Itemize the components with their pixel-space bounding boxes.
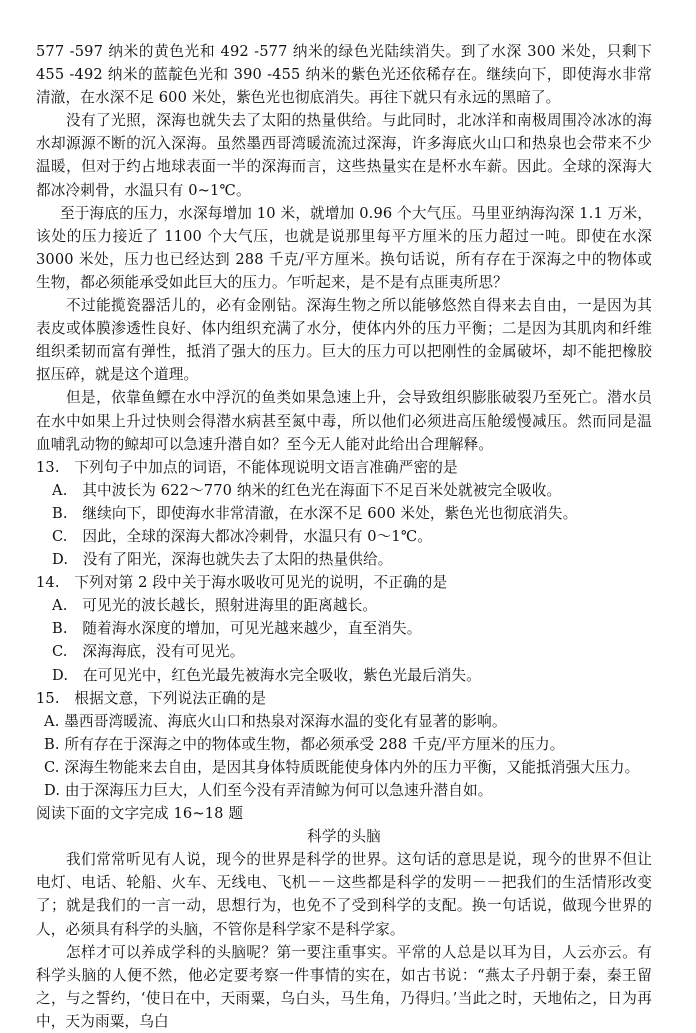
passage-2-title: 科学的头脑 bbox=[307, 828, 381, 846]
question-13-option-a: A. 其中波长为 622～770 纳米的红色光在海面下不足百米处就被完全吸收。 bbox=[52, 481, 562, 499]
question-14-option-b: B. 随着海水深度的增加，可见光越来越少，直至消失。 bbox=[52, 620, 422, 638]
passage-1-paragraph-3: 至于海底的压力，水深每增加 10 米，就增加 0.96 个大气压。马里亚纳海沟深 1.1 万米，该处的压力接近了 1100 个大气压，也就是说那里每平方厘米的压力超过一吨。即使在水深 3000 米处，压力也已经达到 288 千克/平方厘米。换句话说，所有存在于深海之中的物体或生物，都必须能承受如此巨大的压力。乍听起来，是不是有点匪夷所思？ bbox=[36, 204, 652, 291]
question-14-stem: 14. 下列对第 2 段中关于海水吸收可见光的说明，不正确的是 bbox=[36, 574, 448, 592]
question-15-option-c: C. 深海生物能来去自由，是因其身体特质既能使身体内外的压力平衡，又能抵消强大压力。 bbox=[44, 758, 640, 776]
passage-1-paragraph-1: 577 -597 纳米的黄色光和 492 -577 纳米的绿色光陆续消失。到了水深 300 米处，只剩下 455 -492 纳米的蓝靛色光和 390 -455 纳米的紫色光还依稀存在。继续向下，即使海水非常清澈，在水深不足 600 米处，紫色光也彻底消失。再往下就只有永远的黑暗了。 bbox=[36, 43, 652, 107]
question-15-stem: 15. 根据文意，下列说法正确的是 bbox=[36, 689, 267, 707]
passage-1-paragraph-4: 不过能揽瓷器活儿的，必有金刚钻。深海生物之所以能够悠然自得来去自由，一是因为其表皮或体膜渗透性良好、体内组织充满了水分，使体内外的压力平衡；二是因为其肌肉和纤维组织柔韧而富有弹性，抵消了强大的压力。巨大的压力可以把刚性的金属破坏，却不能把橡胶抠压碎，就是这个道理。 bbox=[36, 297, 652, 384]
passage-2-paragraph-1: 我们常常听见有人说，现今的世界是科学的世界。这句话的意思是说，现今的世界不但让电灯、电话、轮船、火车、无线电、飞机－－这些都是科学的发明－－把我们的生活情形改变了；就是我们的一言一动，思想行为，也免不了受到科学的支配。换一句话说，做现今世界的人，必须具有科学的头脑，不管你是科学家不是科学家。 bbox=[36, 851, 652, 938]
question-13-stem: 13. 下列句子中加点的词语，不能体现说明文语言准确严密的是 bbox=[36, 458, 458, 476]
reading-instruction: 阅读下面的文字完成 16~18 题 bbox=[36, 805, 244, 823]
question-14-option-a: A. 可见光的波长越长，照射进海里的距离越长。 bbox=[52, 597, 378, 615]
question-14-option-d: D. 在可见光中，红色光最先被海水完全吸收，紫色光最后消失。 bbox=[52, 666, 481, 684]
question-13-option-d: D. 没有了阳光，深海也就失去了太阳的热量供给。 bbox=[52, 551, 393, 569]
question-14-option-c: C. 深海海底，没有可见光。 bbox=[52, 643, 245, 661]
passage-1-paragraph-2: 没有了光照，深海也就失去了太阳的热量供给。与此同时，北冰洋和南极周围冷冰冰的海水却源源不断的沉入深海。虽然墨西哥湾暖流流过深海，许多海底火山口和热泉也会带来不少温暖，但对于约占地球表面一半的深海而言，这些热量实在是杯水车薪。因此。全球的深海大都冰冷刺骨，水温只有 0~1℃。 bbox=[36, 112, 652, 199]
question-15-option-b: B. 所有存在于深海之中的物体或生物，都必须承受 288 千克/平方厘米的压力。 bbox=[44, 735, 565, 753]
passage-1-paragraph-5: 但是，依靠鱼鳔在水中浮沉的鱼类如果急速上升，会导致组织膨胀破裂乃至死亡。潜水员在水中如果上升过快则会得潜水病甚至氮中毒，所以他们必须进高压舱缓慢减压。然而同是温血哺乳动物的鲸却可以急速升潜自如？至今无人能对此给出合理解释。 bbox=[36, 389, 652, 453]
passage-2-paragraph-2: 怎样才可以养成学科的头脑呢？第一要注重事实。平常的人总是以耳为目，人云亦云。有科学头脑的人便不然，他必定要考察一件事情的实在，如古书说：“燕太子丹朝于秦，秦王留之，与之誓约，‘使日在中，天雨粟，乌白头，马生角，乃得归。’当此之时，天地佑之，日为再中，天为雨粟，乌白 bbox=[36, 943, 652, 1030]
question-15-option-a: A. 墨西哥湾暖流、海底火山口和热泉对深海水温的变化有显著的影响。 bbox=[44, 712, 507, 730]
question-13-option-b: B. 继续向下，即使海水非常清澈，在水深不足 600 米处，紫色光也彻底消失。 bbox=[52, 504, 578, 522]
question-13-option-c: C. 因此，全球的深海大都冰冷刺骨，水温只有 0～1℃。 bbox=[52, 527, 433, 545]
question-15-option-d: D. 由于深海压力巨大，人们至今没有弄清鲸为何可以急速升潜自如。 bbox=[44, 782, 493, 799]
